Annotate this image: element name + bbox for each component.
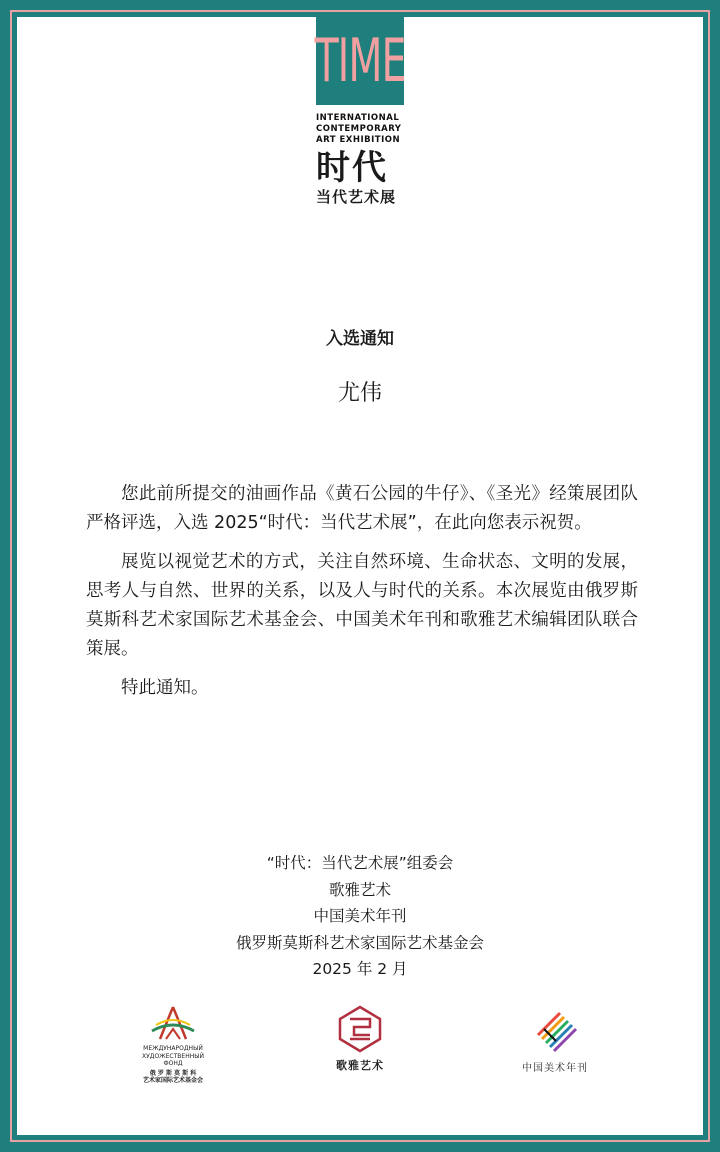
exhibition-logo — [316, 17, 406, 206]
sponsor-yearbook-caption: 中国美术年刊 — [522, 1063, 588, 1074]
logo-en-line: INTERNATIONAL — [316, 113, 400, 123]
foundation-emblem-icon — [138, 1005, 208, 1041]
logo-en-line: ART EXHIBITION — [316, 135, 401, 145]
signature-date: 2025 年 2 月 — [312, 960, 408, 978]
sponsor-geya-art-logo — [325, 1005, 395, 1073]
body-paragraph: 展览以视觉艺术的方式，关注自然环境、生命状态、文明的发展，思考人与自然、世界的关系，以及人与时代的关系。本次展览由俄罗斯莫斯科艺术家国际艺术基金会、中国美术年刊和歌雅艺术编辑团队联合策展。 — [86, 552, 638, 659]
logo-chinese-subtitle: 当代艺术展 — [316, 188, 397, 206]
signature-org: 歌雅艺术 — [328, 880, 391, 899]
logo-en-line: CONTEMPORARY — [316, 124, 402, 134]
notice-body — [86, 480, 638, 713]
signature-block — [0, 850, 720, 983]
yearbook-emblem-icon — [530, 1005, 580, 1055]
logo-english-title — [316, 113, 406, 146]
time-logo-badge — [316, 17, 404, 105]
signature-committee: “时代：当代艺术展”组委会 — [266, 854, 454, 872]
body-paragraph: 特此通知。 — [121, 678, 209, 698]
body-paragraph: 您此前所提交的油画作品《黄石公园的牛仔》、《圣光》经策展团队严格评选，入选 2025“时代：当代艺术展”，在此向您表示祝贺。 — [86, 484, 638, 533]
signature-org: 俄罗斯莫斯科艺术家国际艺术基金会 — [235, 933, 484, 952]
geya-emblem-icon — [336, 1005, 384, 1053]
logo-chinese-title: 时代 — [316, 148, 388, 188]
signature-org: 中国美术年刊 — [313, 907, 407, 925]
notice-title: 入选通知 — [326, 329, 394, 349]
sponsor-geya-caption: 歌雅艺术 — [336, 1059, 384, 1072]
sponsor-cn-caption: 俄 罗 斯 莫 斯 科 艺术家国际艺术基金会 — [142, 1069, 203, 1084]
sponsor-moscow-foundation-logo — [133, 1005, 213, 1085]
sponsor-ru-caption: МЕЖДУНАРОДНЫЙ ХУДОЖЕСТВЕННЫЙ ФОНД — [142, 1045, 204, 1067]
recipient-name: 尤伟 — [337, 381, 382, 406]
sponsor-art-yearbook-logo — [510, 1005, 600, 1074]
time-logo-text: TIME — [314, 26, 406, 96]
